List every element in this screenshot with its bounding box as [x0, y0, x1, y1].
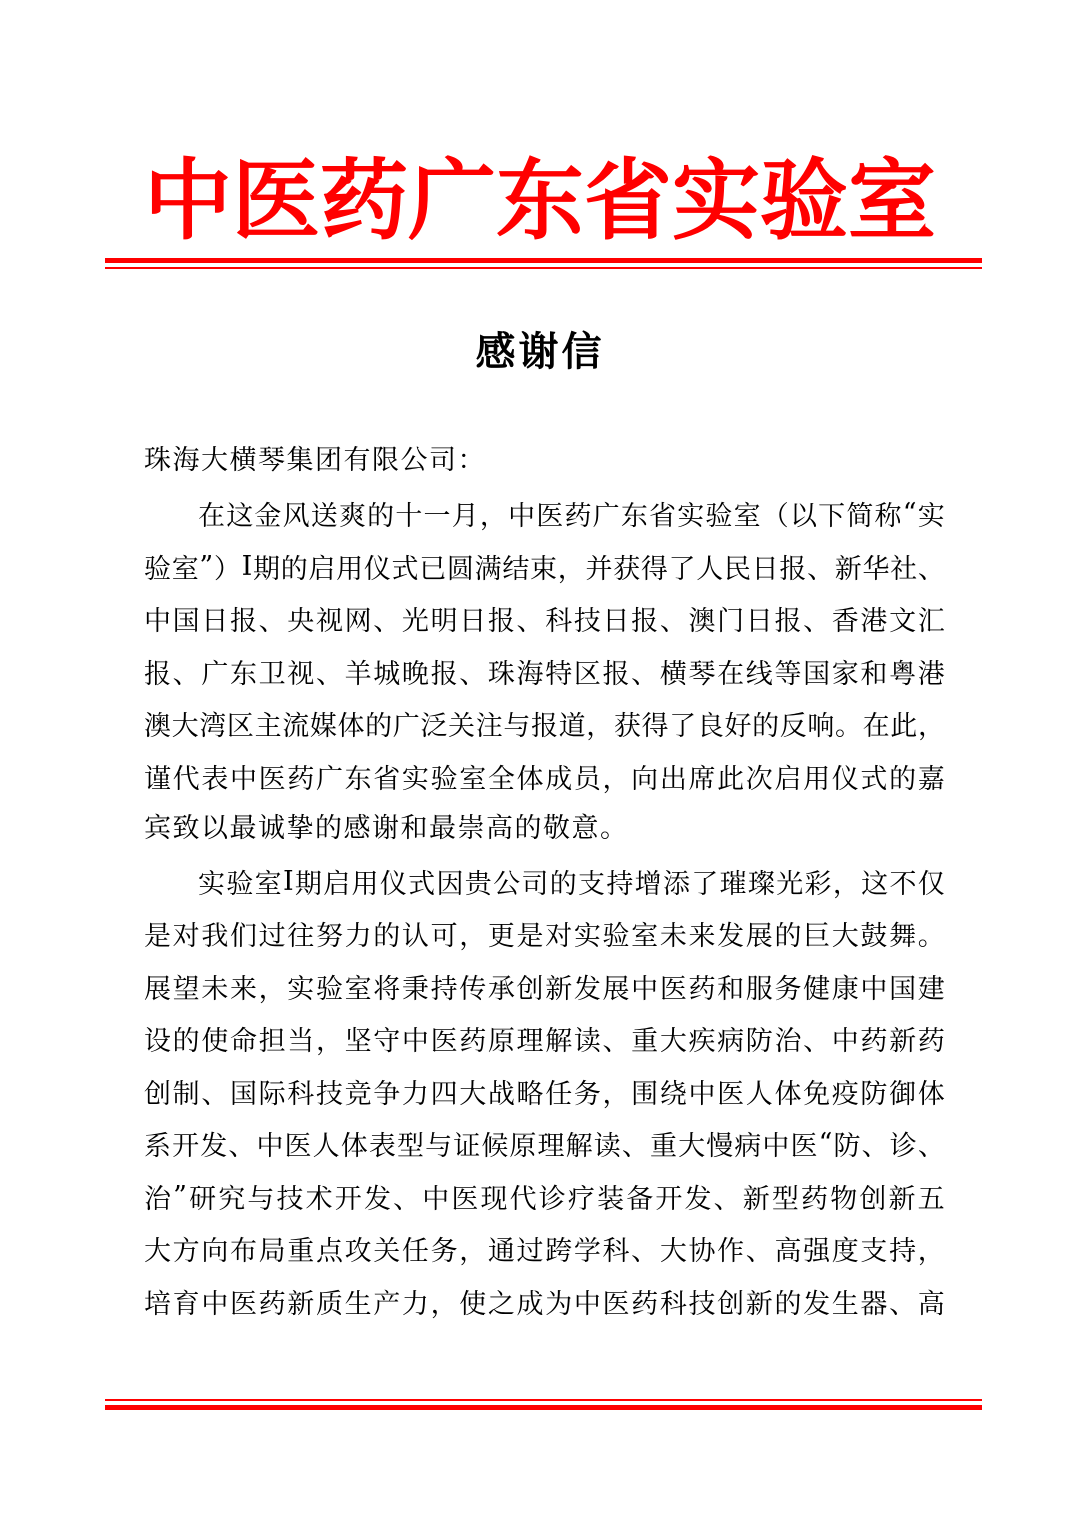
- letter-body-line: 大 方 向 布 局 重 点 攻 关 任 务 ， 通 过 跨 学 科 、 大 协 作 、 高 强 度 支 持 ，: [144, 1236, 945, 1268]
- letter-body-line: 创 制 、 国 际 科 技 竞 争 力 四 大 战 略 任 务 ， 围 绕 中 医 人 体 免 疫 防 御 体: [144, 1078, 945, 1110]
- letterhead-double-rule: [105, 258, 982, 269]
- letter-salutation: 珠海大横琴集团有限公司：: [144, 445, 486, 476]
- letter-body: [144, 435, 945, 1328]
- letter-body-line: 中 国 日 报 、 央 视 网 、 光 明 日 报 、 科 技 日 报 、 澳 门 日 报 、 香 港 文 汇: [144, 606, 945, 638]
- letter-title: 感谢信: [475, 328, 605, 375]
- letter-body-line: 是 对 我 们 过 往 努 力 的 认 可 ， 更 是 对 实 验 室 未 来 发 展 的 巨 大 鼓 舞 。: [144, 921, 945, 953]
- letter-body-line: 在 这 金 风 送 爽 的 十 一 月 ， 中 医 药 广 东 省 实 验 室 （ 以 下 简 称 “ 实: [198, 498, 945, 533]
- letter-body-line: 实 验 室 I 期 启 用 仪 式 因 贵 公 司 的 支 持 增 添 了 璀 璨 光 彩 ， 这 不 仅: [198, 865, 945, 900]
- letter-body-line: 宾致以最诚挚的感谢和最崇高的敬意。: [144, 812, 629, 844]
- letter-body-line: 治 ” 研 究 与 技 术 开 发 、 中 医 现 代 诊 疗 装 备 开 发 、 新 型 药 物 创 新 五: [144, 1180, 945, 1215]
- footer-double-rule: [105, 1399, 982, 1410]
- letter-body-line: 培 育 中 医 药 新 质 生 产 力 ， 使 之 成 为 中 医 药 科 技 创 新 的 发 生 器 、 高: [144, 1288, 945, 1320]
- letter-body-line: 澳 大 湾 区 主 流 媒 体 的 广 泛 关 注 与 报 道 ， 获 得 了 良 好 的 反 响 。 在 此 ，: [144, 711, 945, 743]
- letter-body-line: 系 开 发 、 中 医 人 体 表 型 与 证 候 原 理 解 读 、 重 大 慢 病 中 医 “ 防 、 诊 、: [144, 1128, 945, 1163]
- letter-paragraphs: [144, 488, 945, 1328]
- letter-body-line: 展 望 未 来 ， 实 验 室 将 秉 持 传 承 创 新 发 展 中 医 药 和 服 务 健 康 中 国 建: [144, 973, 945, 1005]
- letter-body-line: 谨 代 表 中 医 药 广 东 省 实 验 室 全 体 成 员 ， 向 出 席 此 次 启 用 仪 式 的 嘉: [144, 763, 945, 795]
- letter-body-line: 报 、 广 东 卫 视 、 羊 城 晚 报 、 珠 海 特 区 报 、 横 琴 在 线 等 国 家 和 粤 港: [144, 658, 945, 690]
- letter-body-line: 验 室 ” ） I 期 的 启 用 仪 式 已 圆 满 结 束 ， 并 获 得 了 人 民 日 报 、 新 华 社 、: [144, 550, 945, 585]
- letter-body-line: 设 的 使 命 担 当 ， 坚 守 中 医 药 原 理 解 读 、 重 大 疾 病 防 治 、 中 药 新 药: [144, 1026, 945, 1058]
- letterhead-org-name: 中医药广东省实验室: [143, 148, 936, 252]
